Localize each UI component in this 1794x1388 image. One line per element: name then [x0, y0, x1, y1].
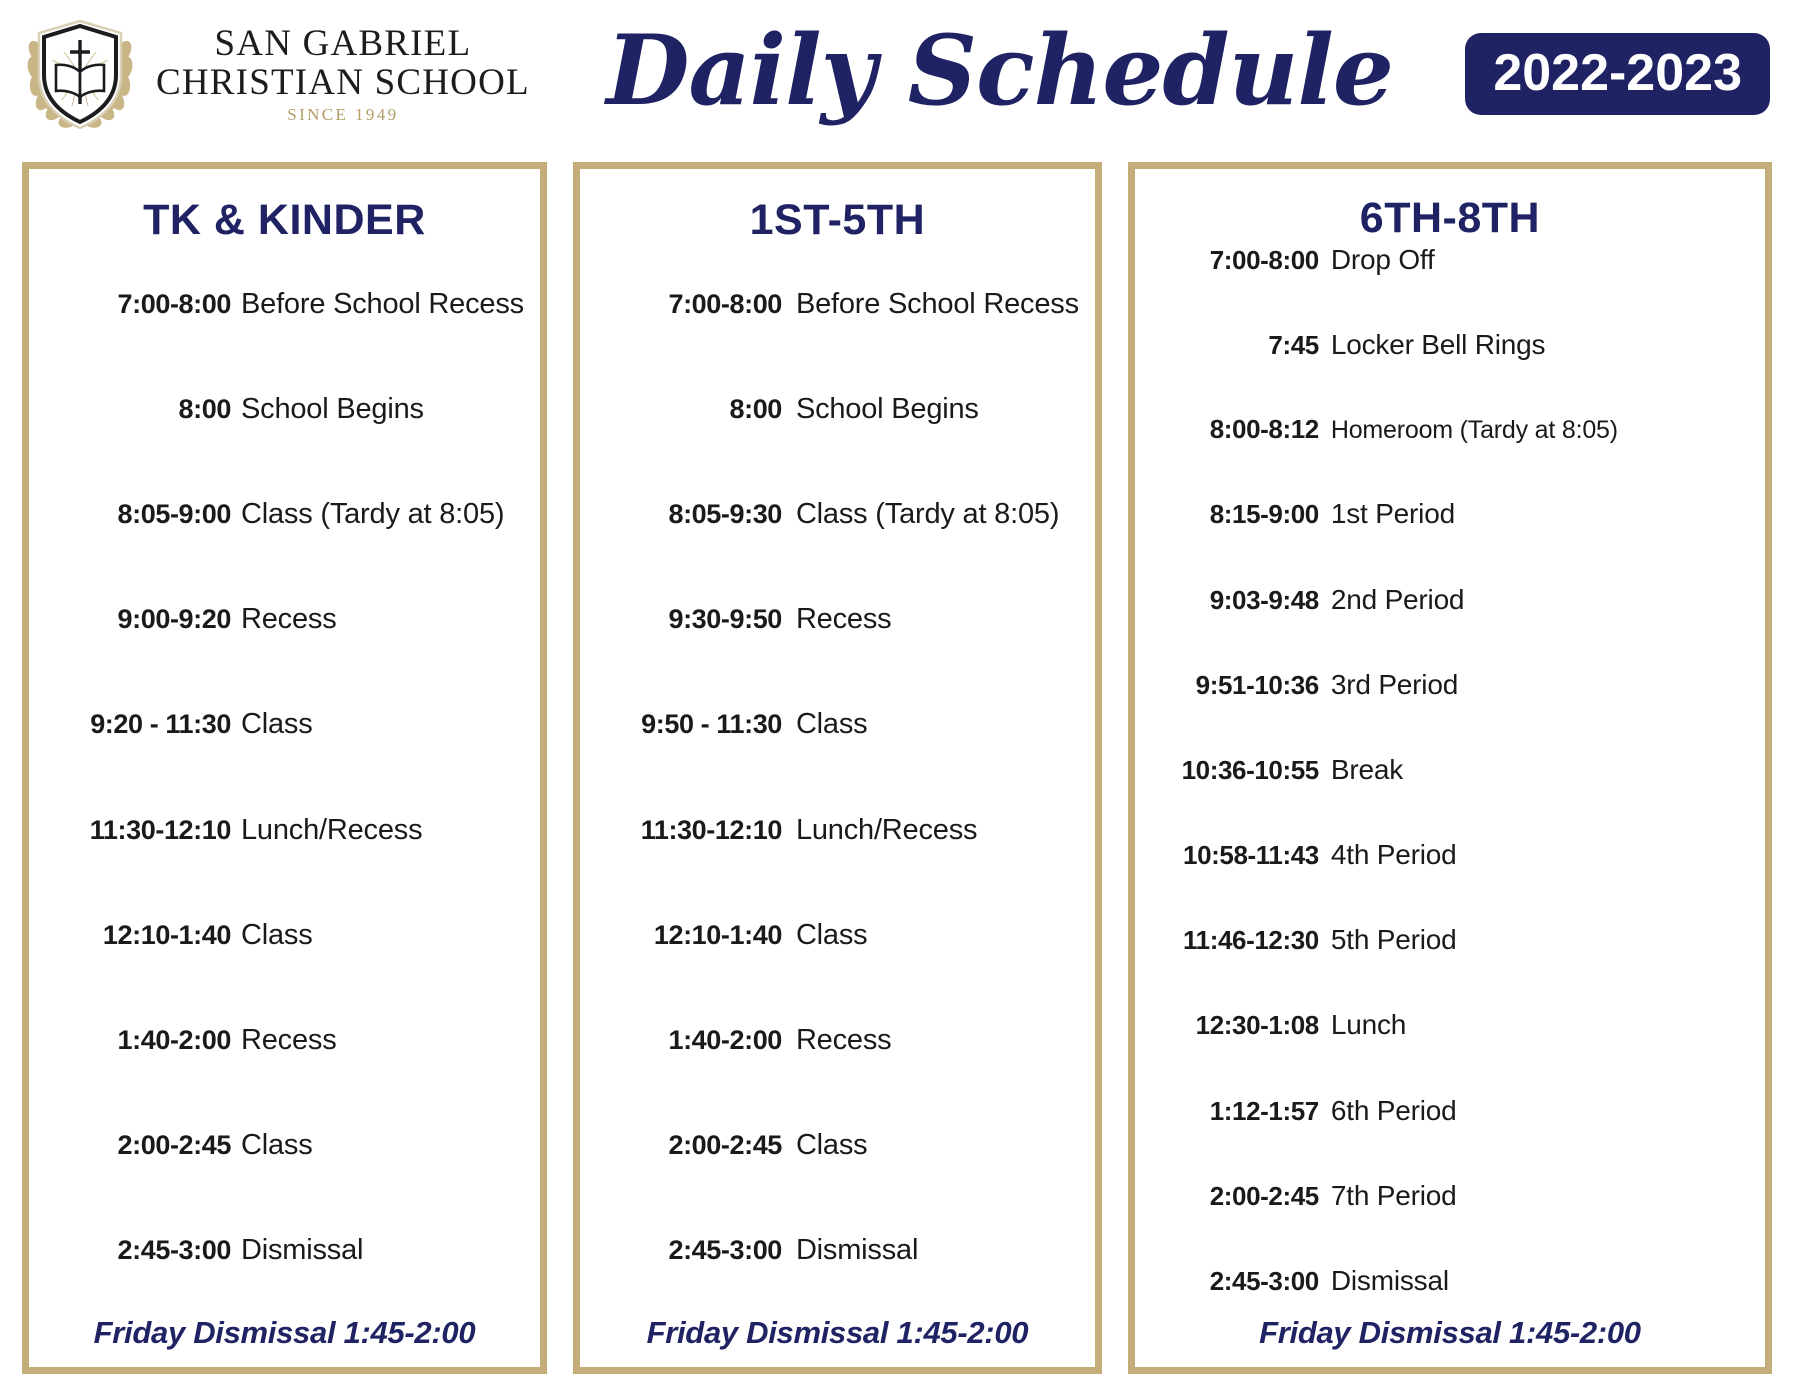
row-label: Lunch/Recess	[241, 813, 423, 846]
schedule-row	[45, 393, 524, 426]
schedule-row	[596, 814, 1079, 847]
schedule-rows-1st-5th	[596, 252, 1079, 1303]
row-time: 2:00-2:45	[668, 1129, 782, 1160]
schedule-row	[45, 498, 524, 531]
schedule-row	[1151, 1180, 1749, 1212]
row-label: Dismissal	[795, 1233, 919, 1266]
friday-dismissal-note: Friday Dismissal 1:45-2:00	[93, 1315, 476, 1350]
school-name-line1: SAN GABRIEL	[214, 23, 472, 64]
row-label: 1st Period	[1330, 498, 1455, 530]
card-title-tk-kinder: TK & KINDER	[143, 196, 426, 244]
row-time: 8:00-8:12	[1209, 414, 1319, 445]
row-label: Recess	[241, 603, 337, 636]
schedule-row	[596, 1234, 1079, 1267]
schedule-columns	[0, 148, 1794, 1388]
row-label: Recess	[795, 1023, 892, 1056]
row-label: Class (Tardy at 8:05)	[795, 498, 1060, 531]
row-time: 8:05-9:00	[117, 499, 231, 530]
row-time: 2:45-3:00	[668, 1234, 782, 1265]
schedule-row	[596, 603, 1079, 636]
friday-dismissal-note: Friday Dismissal 1:45-2:00	[1259, 1315, 1641, 1350]
schedule-row	[1151, 839, 1749, 871]
row-time: 12:30-1:08	[1195, 1010, 1319, 1041]
schedule-row	[596, 919, 1079, 952]
schedule-row	[1151, 1265, 1749, 1297]
schedule-row	[45, 1129, 524, 1162]
row-time: 11:30-12:10	[89, 814, 231, 845]
friday-dismissal-note: Friday Dismissal 1:45-2:00	[646, 1315, 1029, 1350]
row-time: 2:45-3:00	[117, 1234, 231, 1265]
school-name-line2: CHRISTIAN SCHOOL	[156, 62, 530, 103]
card-title-1st-5th: 1ST-5TH	[749, 196, 926, 244]
school-name	[156, 25, 530, 123]
schedule-row	[1151, 669, 1749, 701]
row-time: 10:58-11:43	[1183, 840, 1319, 871]
row-label: School Begins	[241, 393, 424, 426]
row-time: 11:30-12:10	[640, 814, 782, 845]
schedule-row	[1151, 1095, 1749, 1127]
row-label: Class	[795, 1128, 868, 1161]
row-label: Locker Bell Rings	[1330, 329, 1546, 361]
row-label: 5th Period	[1330, 924, 1457, 956]
school-logo-block	[18, 12, 530, 136]
schedule-row	[1151, 498, 1749, 530]
row-label: Class	[241, 1128, 313, 1161]
schedule-row	[1151, 924, 1749, 956]
schedule-row	[45, 1234, 524, 1267]
row-time: 2:00-2:45	[117, 1129, 231, 1160]
row-time: 7:45	[1268, 330, 1319, 361]
schedule-row	[596, 1129, 1079, 1162]
row-label: Class	[795, 918, 868, 951]
row-label: Lunch/Recess	[795, 813, 978, 846]
page-title: Daily Schedule	[606, 14, 1393, 127]
schedule-row	[596, 498, 1079, 531]
row-label: 2nd Period	[1330, 583, 1465, 615]
row-time: 9:00-9:20	[117, 604, 231, 635]
row-label: Lunch	[1330, 1009, 1407, 1041]
schedule-row	[45, 814, 524, 847]
schedule-row	[596, 708, 1079, 741]
row-label: 4th Period	[1330, 839, 1457, 871]
schedule-card-tk-kinder	[22, 162, 547, 1374]
schedule-row	[45, 1024, 524, 1057]
row-label: Class	[241, 708, 313, 741]
schedule-row	[1151, 329, 1749, 361]
row-time: 9:03-9:48	[1209, 584, 1319, 615]
schedule-row	[596, 393, 1079, 426]
row-time: 8:00	[178, 394, 231, 425]
row-label: Recess	[241, 1023, 337, 1056]
row-time: 10:36-10:55	[1181, 754, 1319, 785]
row-time: 9:30-9:50	[668, 604, 782, 635]
row-label: 6th Period	[1330, 1094, 1457, 1126]
row-time: 8:15-9:00	[1209, 499, 1319, 530]
row-time: 12:10-1:40	[653, 919, 782, 950]
schedule-row	[1151, 1009, 1749, 1041]
row-label: Drop Off	[1330, 244, 1435, 275]
row-label: Before School Recess	[795, 288, 1079, 321]
row-label: Class (Tardy at 8:05)	[241, 498, 505, 531]
row-time: 8:05-9:30	[668, 499, 782, 530]
row-time: 1:12-1:57	[1209, 1095, 1319, 1126]
row-time: 9:51-10:36	[1195, 669, 1319, 700]
row-time: 7:00-8:00	[1209, 245, 1319, 275]
row-label: School Begins	[795, 393, 979, 426]
row-time: 1:40-2:00	[117, 1024, 231, 1055]
schedule-card-1st-5th	[573, 162, 1102, 1374]
row-time: 9:50 - 11:30	[641, 709, 782, 740]
row-label: Homeroom (Tardy at 8:05)	[1330, 416, 1618, 445]
card-title-6th-8th: 6TH-8TH	[1359, 194, 1541, 242]
schedule-row	[1151, 754, 1749, 786]
row-label: 7th Period	[1330, 1179, 1457, 1211]
page-header	[0, 0, 1794, 148]
schedule-row	[596, 288, 1079, 321]
row-label: Class	[795, 708, 868, 741]
row-time: 12:10-1:40	[102, 919, 231, 950]
schedule-row	[1151, 414, 1749, 445]
schedule-rows-tk-kinder	[45, 252, 524, 1303]
row-label: Dismissal	[1330, 1264, 1449, 1296]
schedule-row	[45, 919, 524, 952]
since-text: SINCE 1949	[287, 105, 399, 124]
schedule-row	[596, 1024, 1079, 1057]
row-label: Recess	[795, 603, 892, 636]
row-time: 7:00-8:00	[117, 289, 231, 320]
row-label: Dismissal	[241, 1233, 364, 1266]
since-block	[156, 106, 530, 123]
row-time: 7:00-8:00	[668, 289, 782, 320]
row-label: Break	[1330, 753, 1404, 785]
row-time: 2:00-2:45	[1209, 1180, 1319, 1211]
row-time: 9:20 - 11:30	[90, 709, 231, 740]
shield-crest-cross-book-laurel-icon	[18, 12, 142, 136]
schedule-row	[1151, 244, 1749, 276]
school-year-badge: 2022-2023	[1465, 33, 1770, 115]
schedule-card-6th-8th	[1128, 162, 1772, 1374]
row-label: 3rd Period	[1330, 668, 1459, 700]
schedule-row	[1151, 584, 1749, 616]
schedule-row	[45, 708, 524, 741]
row-label: Class	[241, 918, 313, 951]
row-time: 1:40-2:00	[668, 1024, 782, 1055]
schedule-rows-6th-8th	[1151, 244, 1749, 1303]
schedule-row	[45, 288, 524, 321]
row-time: 2:45-3:00	[1209, 1265, 1319, 1296]
row-label: Before School Recess	[241, 288, 524, 321]
schedule-row	[45, 603, 524, 636]
row-time: 8:00	[729, 394, 782, 425]
row-time: 11:46-12:30	[1183, 925, 1319, 956]
